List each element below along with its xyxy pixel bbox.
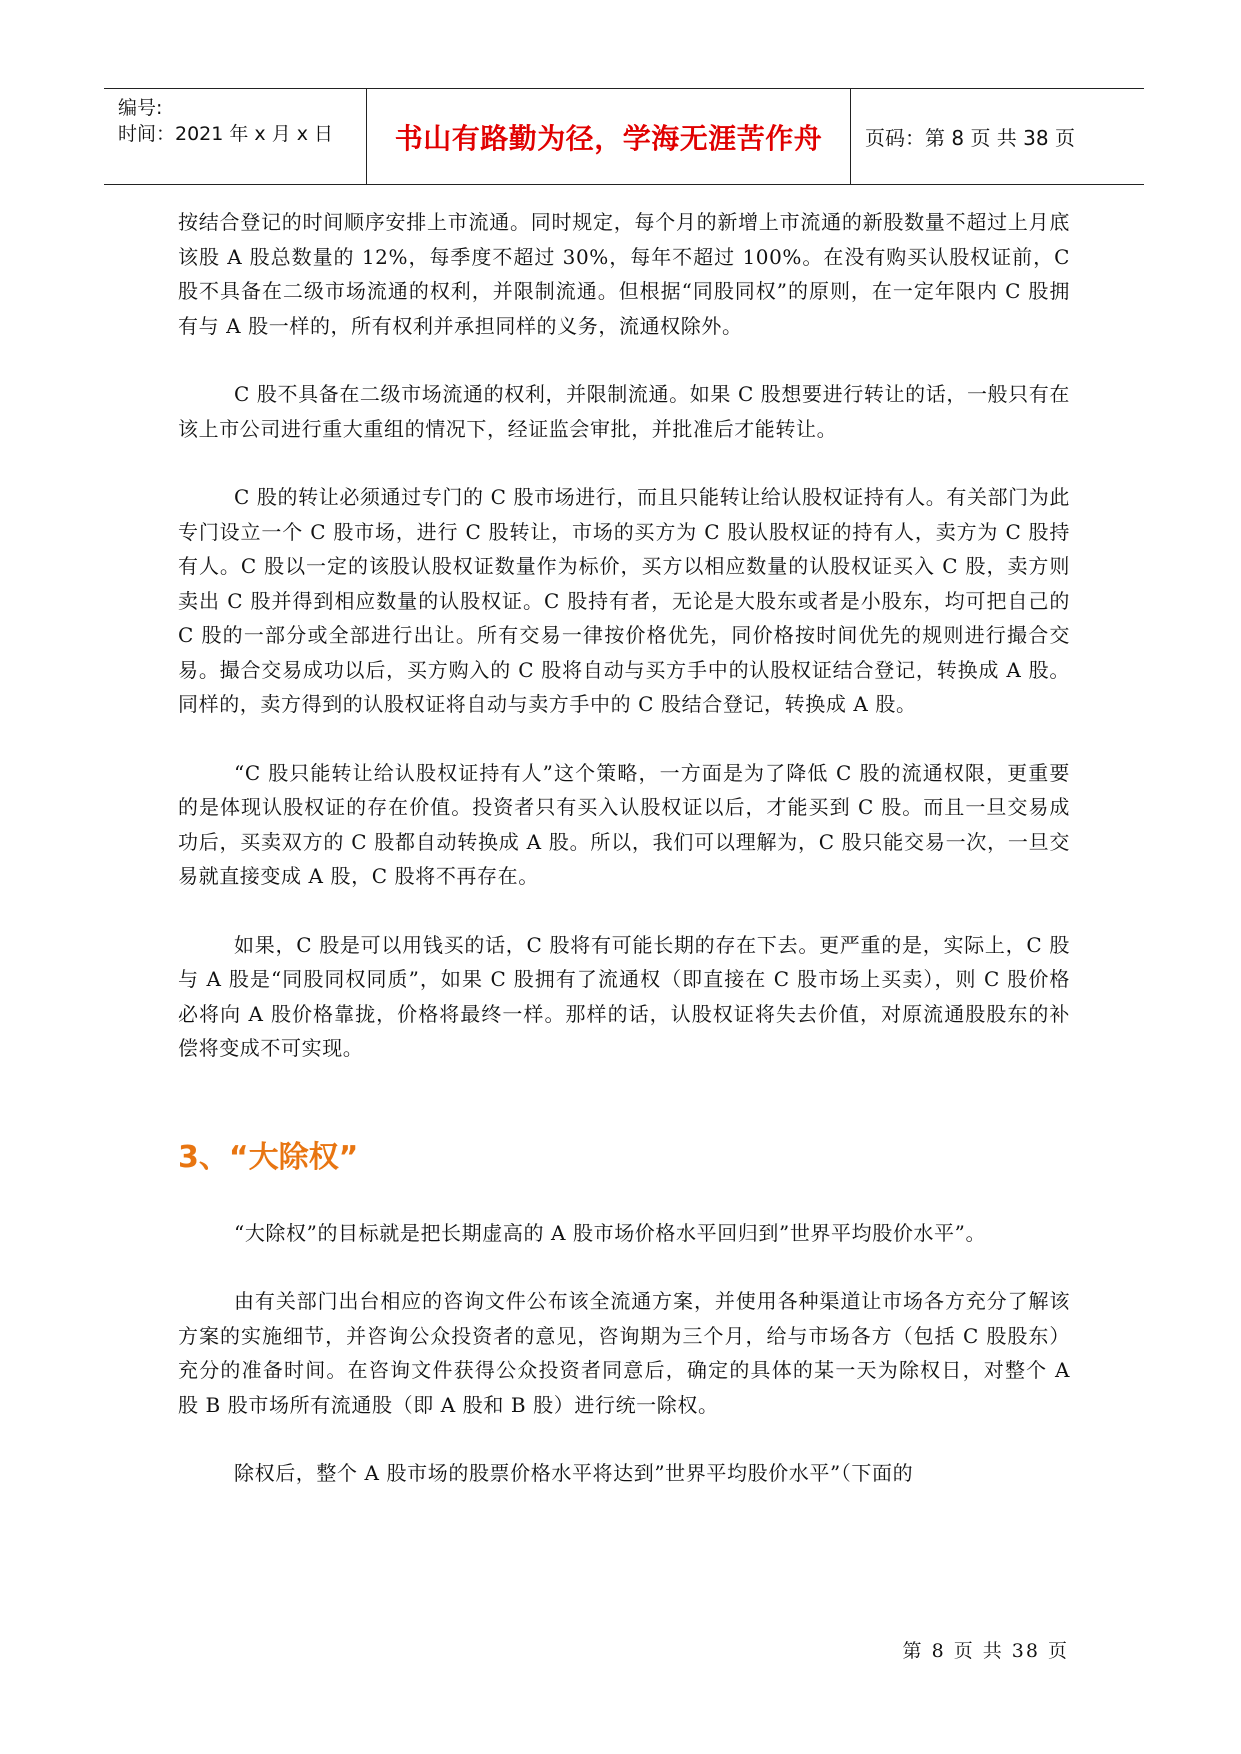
page-footer: 第 8 页 共 38 页 xyxy=(902,1640,1069,1662)
header-motto: 书山有路勤为径，学海无涯苦作舟 xyxy=(367,89,851,184)
header-meta xyxy=(104,89,367,184)
page-header xyxy=(104,88,1144,185)
paragraph-1: 按结合登记的时间顺序安排上市流通。同时规定，每个月的新增上市流通的新股数量不超过上月底该股 A 股总数量的 12%，每季度不超过 30%，每年不超过 100%。在没有购买认股权证前，C 股不具备在二级市场流通的权利，并限制流通。但根据“同股同权”的原则，在一定年限内 C 股拥有与 A 股一样的，所有权利并承担同样的义务，流通权除外。 xyxy=(178,210,1070,338)
document-body xyxy=(178,205,1070,1525)
document-time: 时间：2021 年 x 月 x 日 xyxy=(118,123,334,145)
paragraph-6: “大除权”的目标就是把长期虚高的 A 股市场价格水平回归到”世界平均股价水平”。 xyxy=(234,1220,987,1245)
paragraph-2: C 股不具备在二级市场流通的权利，并限制流通。如果 C 股想要进行转让的话，一般只有在该上市公司进行重大重组的情况下，经证监会审批，并批准后才能转让。 xyxy=(178,382,1070,441)
section-heading: 3、“大除权” xyxy=(178,1139,359,1175)
paragraph-3: C 股的转让必须通过专门的 C 股市场进行，而且只能转让给认股权证持有人。有关部门为此专门设立一个 C 股市场，进行 C 股转让，市场的买方为 C 股认股权证的持有人，卖方为 C 股持有人。C 股以一定的该股认股权证数量作为标价，买方以相应数量的认股权证买入 C 股，卖方则卖出 C 股并得到相应数量的认股权证。C 股持有者，无论是大股东或者是小股东，均可把自己的 C 股的一部分或全部进行出让。所有交易一律按价格优先，同价格按时间优先的规则进行撮合交易。撮合交易成功以后，买方购入的 C 股将自动与买方手中的认股权证结合登记，转换成 A 股。同样的，卖方得到的认股权证将自动与卖方手中的 C 股结合登记，转换成 A 股。 xyxy=(178,485,1070,716)
document-number-label: 编号: xyxy=(118,97,163,119)
paragraph-7: 由有关部门出台相应的咨询文件公布该全流通方案，并使用各种渠道让市场各方充分了解该方案的实施细节，并咨询公众投资者的意见，咨询期为三个月，给与市场各方（包括 C 股股东）充分的准备时间。在咨询文件获得公众投资者同意后，确定的具体的某一天为除权日，对整个 A 股 B 股市场所有流通股（即 A 股和 B 股）进行统一除权。 xyxy=(178,1289,1070,1417)
header-page-number: 页码：第 8 页 共 38 页 xyxy=(865,126,1075,150)
paragraph-5: 如果，C 股是可以用钱买的话，C 股将有可能长期的存在下去。更严重的是，实际上，C 股与 A 股是“同股同权同质”，如果 C 股拥有了流通权（即直接在 C 股市场上买卖），则 C 股价格必将向 A 股价格靠拢，价格将最终一样。那样的话，认股权证将失去价值，对原流通股股东的补偿将变成不可实现。 xyxy=(178,932,1070,1060)
paragraph-4: “C 股只能转让给认股权证持有人”这个策略，一方面是为了降低 C 股的流通权限，更重要的是体现认股权证的存在价值。投资者只有买入认股权证以后，才能买到 C 股。而且一旦交易成功后，买卖双方的 C 股都自动转换成 A 股。所以，我们可以理解为，C 股只能交易一次，一旦交易就直接变成 A 股，C 股将不再存在。 xyxy=(178,760,1070,888)
paragraph-8: 除权后，整个 A 股市场的股票价格水平将达到”世界平均股价水平”（下面的 xyxy=(234,1461,914,1485)
